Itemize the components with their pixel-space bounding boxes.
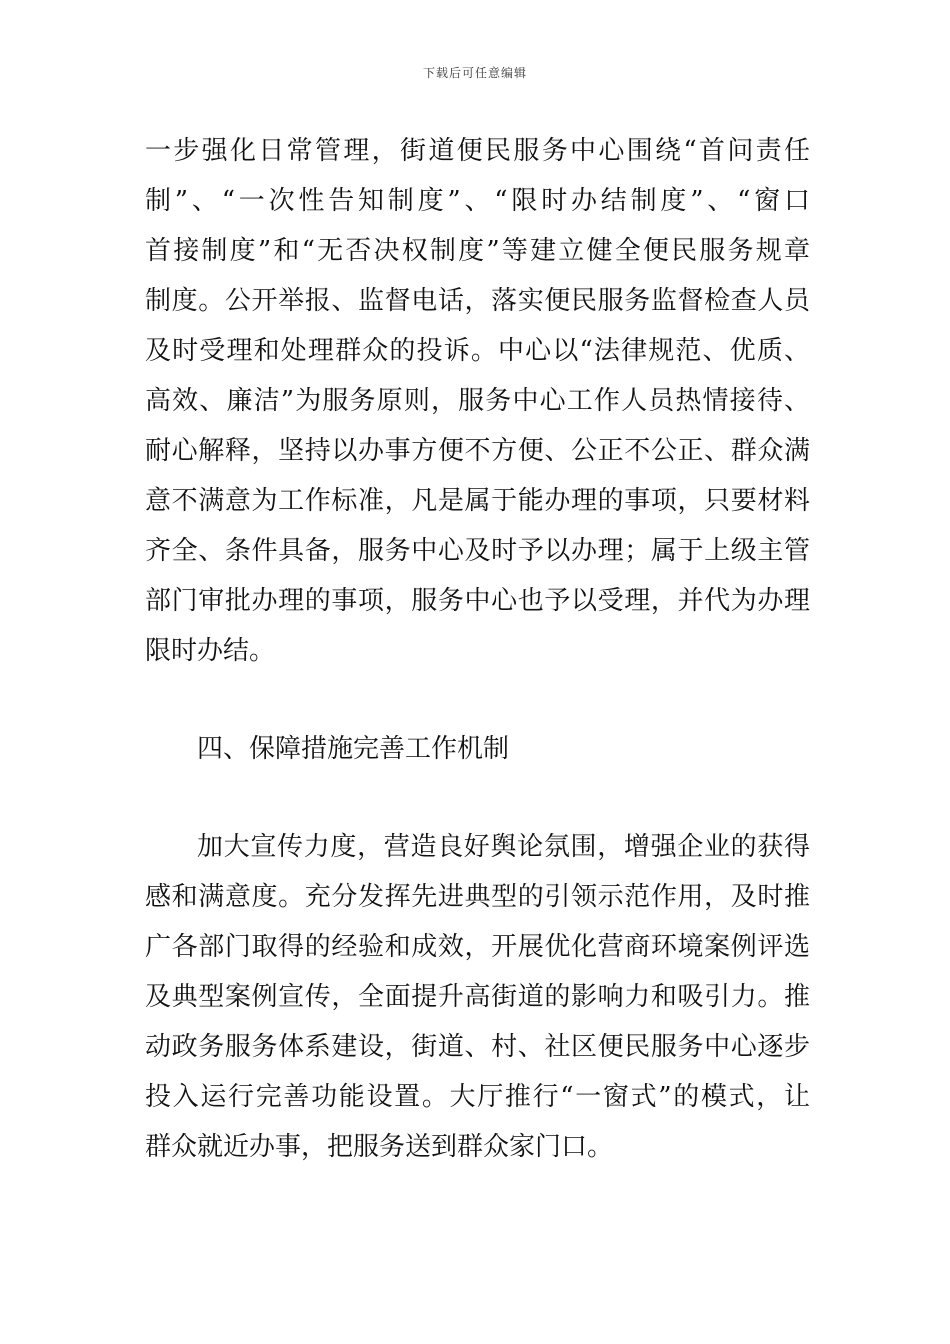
paragraph-1	[145, 126, 810, 676]
paragraph-line: 群众就近办事，把服务送到群众家门口。	[145, 1132, 614, 1162]
paragraph-line: 感和满意度。充分发挥先进典型的引领示范作用，及时推	[145, 882, 810, 912]
paragraph-line: 耐心解释，坚持以办事方便不方便、公正不公正、群众满	[145, 436, 810, 466]
paragraph-line: 制度。公开举报、监督电话，落实便民服务监督检查人员	[145, 286, 810, 316]
paragraph-line: 及典型案例宣传，全面提升高街道的影响力和吸引力。推	[145, 982, 810, 1012]
header-note: 下载后可任意编辑	[422, 66, 527, 80]
paragraph-line: 部门审批办理的事项，服务中心也予以受理，并代为办理	[145, 586, 810, 616]
paragraph-line: 动政务服务体系建设，街道、村、社区便民服务中心逐步	[145, 1032, 810, 1062]
section-heading-text: 四、保障措施完善工作机制	[197, 734, 510, 764]
paragraph-line: 首接制度”和“无否决权制度”等建立健全便民服务规章	[145, 236, 810, 266]
paragraph-2	[145, 822, 810, 1172]
paragraph-line: 加大宣传力度，营造良好舆论氛围，增强企业的获得	[197, 832, 810, 862]
paragraph-line: 一步强化日常管理，街道便民服务中心围绕“首问责任	[145, 136, 810, 166]
paragraph-line: 制”、“一次性告知制度”、“限时办结制度”、“窗口	[145, 186, 810, 216]
section-heading	[145, 724, 810, 774]
paragraph-line: 限时办结。	[145, 636, 276, 666]
paragraph-line: 高效、廉洁”为服务原则，服务中心工作人员热情接待、	[145, 386, 810, 416]
paragraph-line: 齐全、条件具备，服务中心及时予以办理；属于上级主管	[145, 536, 810, 566]
paragraph-line: 意不满意为工作标准，凡是属于能办理的事项，只要材料	[145, 486, 810, 516]
paragraph-line: 及时受理和处理群众的投诉。中心以“法律规范、优质、	[145, 336, 810, 366]
paragraph-line: 广各部门取得的经验和成效，开展优化营商环境案例评选	[145, 932, 810, 962]
paragraph-line: 投入运行完善功能设置。大厅推行“一窗式”的模式，让	[145, 1082, 810, 1112]
